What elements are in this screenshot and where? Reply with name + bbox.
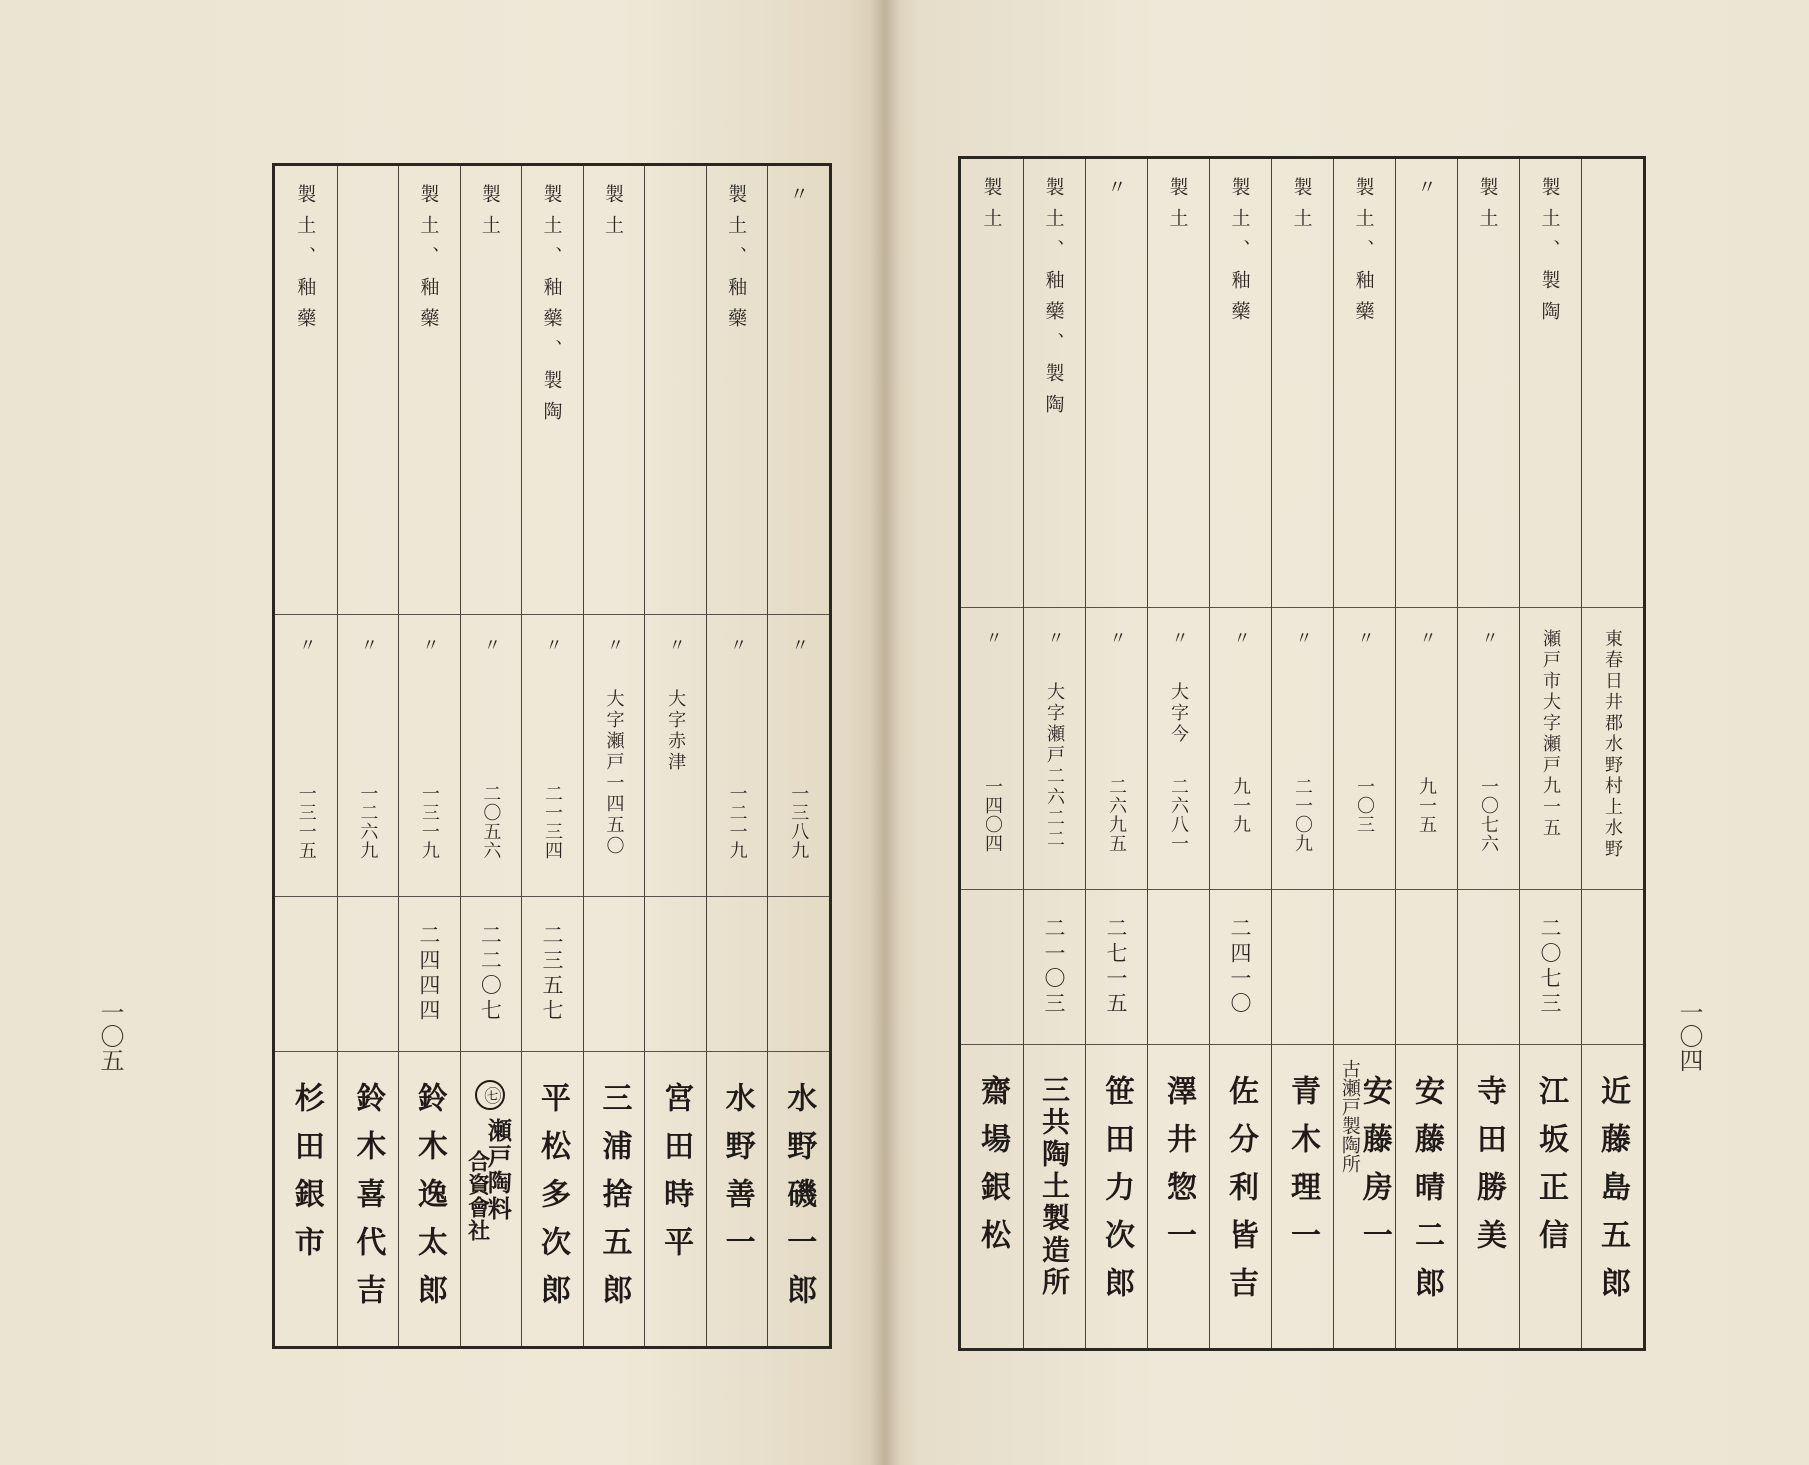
address-ditto-mark: 〃 <box>541 636 562 653</box>
firm-name: 古瀬戸製陶所 <box>1338 1059 1361 1173</box>
business-type: 製土 <box>478 184 501 246</box>
lot-number: 二一三四 <box>541 784 563 860</box>
business-type: 製土、釉藥 <box>1228 177 1251 332</box>
directory-entry <box>1519 159 1582 1348</box>
lot-number: 一四〇四 <box>982 777 1003 853</box>
directory-entry <box>1271 159 1334 1348</box>
address-ditto-mark: 〃 <box>1353 629 1374 646</box>
business-type: 製土、釉藥 <box>1352 177 1375 332</box>
proprietor-name: 笹田力次郎 <box>1099 1075 1134 1315</box>
business-type: 〃 <box>786 184 809 215</box>
address-ditto-mark: 〃 <box>1167 629 1188 646</box>
proprietor-name: 水野磯一郎 <box>781 1082 817 1322</box>
lot-number: 一三八九 <box>788 784 810 860</box>
proprietor-name: 宮田時平 <box>658 1082 694 1274</box>
lot-number: 一三一五 <box>295 784 317 860</box>
business-type: 製土、釉藥、製陶 <box>540 184 563 432</box>
address-ditto-mark: 〃 <box>356 636 377 653</box>
page-number-right: 一〇四 <box>1675 1000 1703 1072</box>
address: 大字瀬戸二六二二 <box>1044 682 1065 850</box>
directory-entry <box>1023 159 1086 1348</box>
address-ditto-mark: 〃 <box>418 636 439 653</box>
address-ditto-mark: 〃 <box>664 636 685 653</box>
address-ditto-mark: 〃 <box>1043 629 1064 646</box>
proprietor-name: 齋場銀松 <box>975 1075 1010 1267</box>
proprietor-name: 近藤島五郎 <box>1595 1075 1630 1315</box>
lot-number: 二一〇九 <box>1292 777 1313 853</box>
address-ditto-mark: 〃 <box>295 636 316 653</box>
business-type: 製土 <box>602 184 625 246</box>
right-directory-table <box>958 156 1646 1351</box>
phone-number: 二一〇三 <box>1042 917 1066 1017</box>
address: 大字瀬戸一四五〇 <box>603 689 625 857</box>
lot-number: 一二六九 <box>357 784 379 860</box>
address-ditto-mark: 〃 <box>479 636 500 653</box>
proprietor-name: 鈴木逸太郎 <box>411 1082 447 1322</box>
book-gutter <box>870 0 900 1465</box>
directory-entry <box>337 166 400 1346</box>
lot-number: 一〇三 <box>1354 777 1375 834</box>
business-type: 製土、製陶 <box>1538 177 1561 332</box>
address-ditto-mark: 〃 <box>726 636 747 653</box>
phone-number: 二二〇七 <box>478 924 503 1024</box>
business-type: 製土 <box>1166 177 1189 239</box>
directory-entry <box>706 166 769 1346</box>
business-type: 製土 <box>1290 177 1313 239</box>
company-name: 瀬戸陶料 <box>483 1118 513 1222</box>
directory-entry <box>961 159 1024 1348</box>
lot-number: 九一五 <box>1416 777 1437 834</box>
directory-entry <box>275 166 338 1346</box>
directory-entry <box>1395 159 1458 1348</box>
address-ditto-mark: 〃 <box>603 636 624 653</box>
lot-number: 九一九 <box>1230 777 1251 834</box>
business-type: 製土、釉藥 <box>294 184 317 339</box>
directory-entry <box>644 166 707 1346</box>
address: 大字今 <box>1168 682 1189 745</box>
lot-number: 一〇七六 <box>1478 777 1499 853</box>
address-ditto-mark: 〃 <box>1291 629 1312 646</box>
proprietor-name: 平松多次郎 <box>534 1082 570 1322</box>
directory-entry <box>767 166 829 1346</box>
address: 大字赤津 <box>665 689 687 773</box>
directory-entry <box>398 166 461 1346</box>
lot-number: 二六九五 <box>1106 777 1127 853</box>
business-type: 製土、釉藥 <box>417 184 440 339</box>
proprietor-name: 鈴木喜代吉 <box>350 1082 386 1322</box>
directory-entry <box>1333 159 1396 1348</box>
business-type: 製土、釉藥、製陶 <box>1042 177 1065 425</box>
lot-number: 二六八一 <box>1168 777 1189 853</box>
directory-entry <box>1457 159 1520 1348</box>
proprietor-name: 佐分利皆吉 <box>1223 1075 1258 1315</box>
directory-entry <box>1147 159 1210 1348</box>
address-ditto-mark: 〃 <box>1105 629 1126 646</box>
page-number-left: 一〇五 <box>96 1000 124 1072</box>
proprietor-name: 澤井惣一 <box>1161 1075 1196 1267</box>
address-ditto-mark: 〃 <box>981 629 1002 646</box>
company-type: 合資會社 <box>464 1150 491 1242</box>
lot-number: 二〇五六 <box>480 784 502 860</box>
phone-number: 二四四四 <box>416 924 441 1024</box>
phone-number: 二四一〇 <box>1228 917 1252 1017</box>
directory-entry <box>583 166 646 1346</box>
phone-number: 二七一五 <box>1104 917 1128 1017</box>
proprietor-name: 江坂正信 <box>1533 1075 1568 1267</box>
proprietor-name: 青木理一 <box>1285 1075 1320 1267</box>
proprietor-name: 水野善一 <box>719 1082 755 1274</box>
address-ditto-mark: 〃 <box>787 636 808 653</box>
directory-entry <box>1209 159 1272 1348</box>
lot-number: 一三一九 <box>418 784 440 860</box>
directory-entry <box>1581 159 1643 1348</box>
proprietor-name: 杉田銀市 <box>288 1082 324 1274</box>
company-name-block <box>475 1080 505 1116</box>
address: 東春日井郡水野村上水野 <box>1602 629 1623 860</box>
business-type: 製土 <box>1476 177 1499 239</box>
business-type: 製土、釉藥 <box>725 184 748 339</box>
business-type: 〃 <box>1104 177 1127 208</box>
directory-entry <box>1085 159 1148 1348</box>
proprietor-name: 安藤晴二郎 <box>1409 1075 1444 1315</box>
proprietor-name: 寺田勝美 <box>1471 1075 1506 1267</box>
business-type: 製土 <box>980 177 1003 239</box>
lot-number: 一二一九 <box>726 784 748 860</box>
address-ditto-mark: 〃 <box>1415 629 1436 646</box>
address: 瀬戸市大字瀬戸九一五 <box>1540 629 1561 839</box>
proprietor-name: 三共陶土製造所 <box>1038 1075 1071 1299</box>
phone-number: 二三五七 <box>539 924 564 1024</box>
proprietor-name: 三浦捨五郎 <box>596 1082 632 1322</box>
directory-entry <box>521 166 584 1346</box>
directory-entry <box>460 166 523 1346</box>
proprietor-name: 安藤房一 <box>1356 1075 1392 1267</box>
company-mark-icon: ㊆ <box>475 1080 505 1110</box>
address-ditto-mark: 〃 <box>1229 629 1250 646</box>
address-ditto-mark: 〃 <box>1477 629 1498 646</box>
business-type: 〃 <box>1414 177 1437 208</box>
phone-number: 二〇七三 <box>1538 917 1562 1017</box>
left-directory-table <box>272 163 832 1349</box>
